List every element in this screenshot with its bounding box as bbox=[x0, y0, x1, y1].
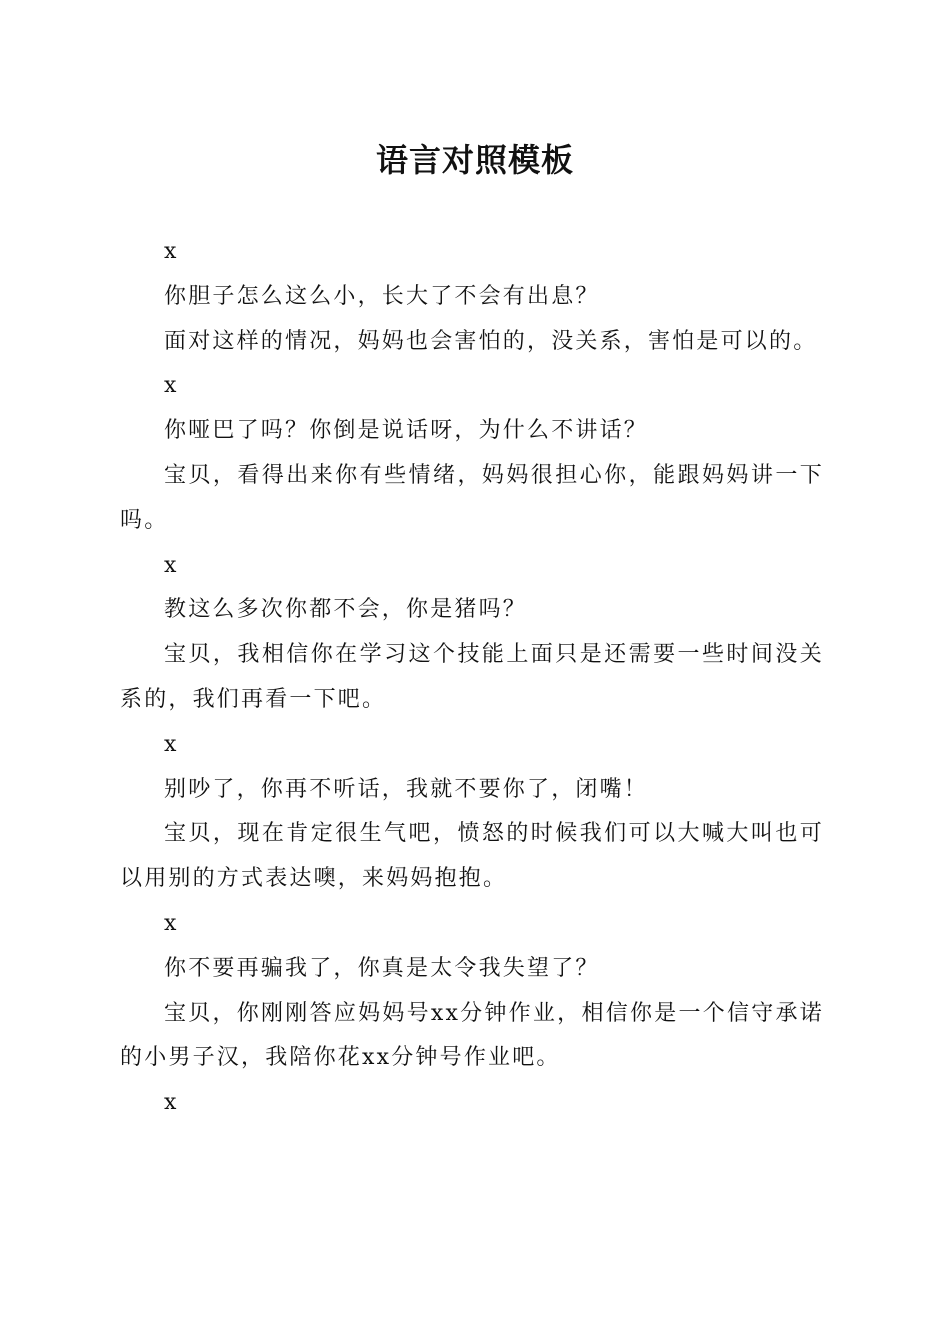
negative-phrase: 你哑巴了吗？你倒是说话呀，为什么不讲话？ bbox=[164, 418, 649, 444]
section-marker: x bbox=[164, 910, 177, 936]
section-marker: x bbox=[164, 1090, 177, 1116]
document-title: 语言对照模板 bbox=[375, 141, 574, 179]
positive-phrase: 宝贝，看得出来你有些情绪，妈妈很担心你，能跟妈妈讲一下吗。 bbox=[120, 462, 824, 533]
negative-phrase: 别吵了，你再不听话，我就不要你了，闭嘴！ bbox=[164, 776, 649, 802]
document-body bbox=[120, 230, 824, 1126]
section-marker: x bbox=[164, 239, 177, 264]
negative-phrase: 教这么多次你都不会，你是猪吗？ bbox=[164, 597, 528, 623]
positive-phrase: 宝贝，现在肯定很生气吧，愤怒的时候我们可以大喊大叫也可以用别的方式表达噢，来妈妈抱抱。 bbox=[120, 821, 824, 892]
positive-phrase: 宝贝，你刚刚答应妈妈号xx分钟作业，相信你是一个信守承诺的小男子汉，我陪你花xx分钟号作业吧。 bbox=[120, 1000, 824, 1071]
section-marker: x bbox=[164, 731, 177, 757]
negative-phrase: 你不要再骗我了，你真是太令我失望了？ bbox=[164, 955, 600, 981]
positive-phrase: 面对这样的情况，妈妈也会害怕的，没关系，害怕是可以的。 bbox=[164, 328, 818, 354]
negative-phrase: 你胆子怎么这么小，长大了不会有出息？ bbox=[164, 283, 600, 309]
positive-phrase: 宝贝，我相信你在学习这个技能上面只是还需要一些时间没关系的，我们再看一下吧。 bbox=[120, 642, 824, 712]
section-marker: x bbox=[164, 373, 177, 399]
section-marker: x bbox=[164, 552, 177, 578]
